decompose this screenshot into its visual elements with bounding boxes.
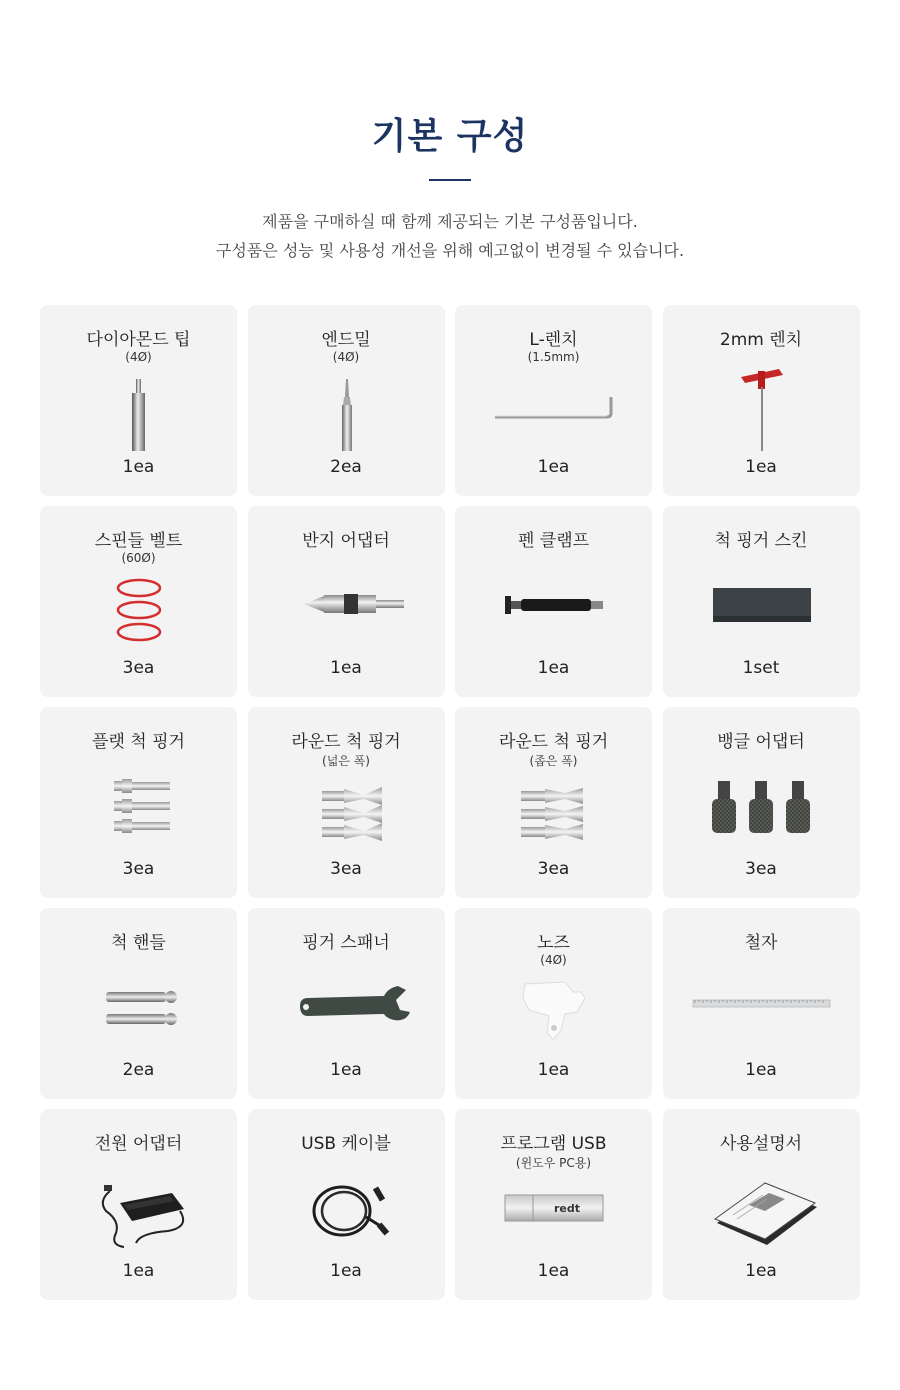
component-spec: (윈도우 PC용): [515, 1156, 592, 1170]
component-card: [248, 1109, 445, 1300]
page-description: [0, 207, 900, 265]
usb-cable-icon: [248, 1171, 445, 1255]
component-quantity: 3ea: [122, 658, 155, 678]
component-name: 스핀들 벨트: [94, 531, 183, 551]
component-spec: (4Ø): [332, 350, 360, 364]
component-card: [40, 506, 237, 697]
component-card: [455, 1109, 652, 1300]
spanner-icon: [248, 970, 445, 1054]
component-name: 플랫 척 핑거: [92, 732, 185, 752]
component-spec: (60Ø): [121, 551, 156, 565]
component-card: [248, 908, 445, 1099]
ring-adapter-icon: [248, 568, 445, 652]
l-wrench-icon: [455, 367, 652, 451]
component-quantity: 1ea: [330, 1261, 362, 1281]
component-name: 펜 클램프: [517, 531, 590, 551]
component-name: 반지 어댑터: [302, 531, 390, 551]
component-quantity: 1ea: [122, 1261, 155, 1281]
component-quantity: 3ea: [122, 859, 155, 879]
component-spec: (넓은 폭): [322, 754, 370, 768]
component-card: [40, 1109, 237, 1300]
component-quantity: 1ea: [330, 658, 362, 678]
component-name: 2mm 렌치: [719, 330, 803, 350]
endmill-icon: [248, 367, 445, 451]
component-name: 라운드 척 핑거: [291, 732, 401, 752]
usb-brand-label: redt: [553, 1202, 581, 1215]
component-card: [455, 305, 652, 496]
component-name: 뱅글 어댑터: [717, 732, 805, 752]
usb-drive-icon: [455, 1171, 652, 1255]
component-card: [663, 506, 860, 697]
component-quantity: 2ea: [330, 457, 362, 477]
component-quantity: 1ea: [745, 1060, 777, 1080]
component-card: [248, 707, 445, 898]
component-quantity: 1ea: [537, 457, 570, 477]
component-card: [248, 506, 445, 697]
component-quantity: 1ea: [745, 457, 777, 477]
pen-clamp-icon: [455, 568, 652, 652]
component-name: 노즈: [537, 933, 570, 953]
nose-icon: [455, 970, 652, 1054]
component-card: [248, 305, 445, 496]
component-quantity: 1ea: [330, 1060, 362, 1080]
component-name: 라운드 척 핑거: [498, 732, 609, 752]
component-quantity: 3ea: [537, 859, 570, 879]
ruler-icon: [663, 970, 860, 1054]
component-card: [455, 506, 652, 697]
component-card: [455, 707, 652, 898]
component-name: 사용설명서: [719, 1134, 803, 1154]
flat-finger-icon: [40, 769, 237, 853]
bangle-adapter-icon: [663, 769, 860, 853]
title-divider: [429, 179, 471, 181]
component-spec: (4Ø): [125, 350, 152, 364]
component-quantity: 3ea: [330, 859, 362, 879]
component-quantity: 1ea: [537, 658, 570, 678]
t-wrench-icon: [663, 367, 860, 451]
manual-icon: [663, 1171, 860, 1255]
diamond-tip-icon: [40, 367, 237, 451]
component-spec: (좁은 폭): [529, 754, 578, 768]
component-spec: (4Ø): [540, 953, 567, 967]
power-adapter-icon: [40, 1171, 237, 1255]
component-name: 척 핸들: [111, 933, 166, 953]
component-name: 다이아몬드 팁: [86, 330, 191, 350]
round-finger-wide-icon: [248, 769, 445, 853]
component-name: 프로그램 USB: [500, 1134, 607, 1154]
component-name: 핑거 스패너: [302, 933, 390, 953]
component-quantity: 3ea: [745, 859, 777, 879]
component-name: 척 핑거 스킨: [714, 531, 808, 551]
component-spec: (1.5mm): [527, 350, 580, 364]
component-name: 철자: [744, 933, 778, 953]
component-card: [663, 1109, 860, 1300]
component-card: [455, 908, 652, 1099]
finger-skin-icon: [663, 568, 860, 652]
component-name: 엔드밀: [321, 330, 371, 350]
component-quantity: 2ea: [122, 1060, 155, 1080]
components-grid: [40, 305, 860, 1300]
description-line-2: 구성품은 성능 및 사용성 개선을 위해 예고없이 변경될 수 있습니다.: [215, 241, 685, 260]
component-name: 전원 어댑터: [94, 1134, 183, 1154]
component-name: L-렌치: [529, 330, 578, 350]
description-line-1: 제품을 구매하실 때 함께 제공되는 기본 구성품입니다.: [262, 212, 638, 231]
component-quantity: 1set: [742, 658, 780, 678]
component-card: [40, 707, 237, 898]
component-card: [40, 908, 237, 1099]
page-title: 기본 구성: [371, 116, 529, 157]
component-card: [663, 908, 860, 1099]
component-name: USB 케이블: [301, 1134, 391, 1154]
chuck-handle-icon: [40, 970, 237, 1054]
component-card: [663, 707, 860, 898]
component-quantity: 1ea: [745, 1261, 777, 1281]
component-card: [40, 305, 237, 496]
spindle-belt-icon: [40, 568, 237, 652]
component-card: [663, 305, 860, 496]
component-quantity: 1ea: [537, 1261, 570, 1281]
component-quantity: 1ea: [537, 1060, 570, 1080]
component-quantity: 1ea: [122, 457, 155, 477]
round-finger-narrow-icon: [455, 769, 652, 853]
